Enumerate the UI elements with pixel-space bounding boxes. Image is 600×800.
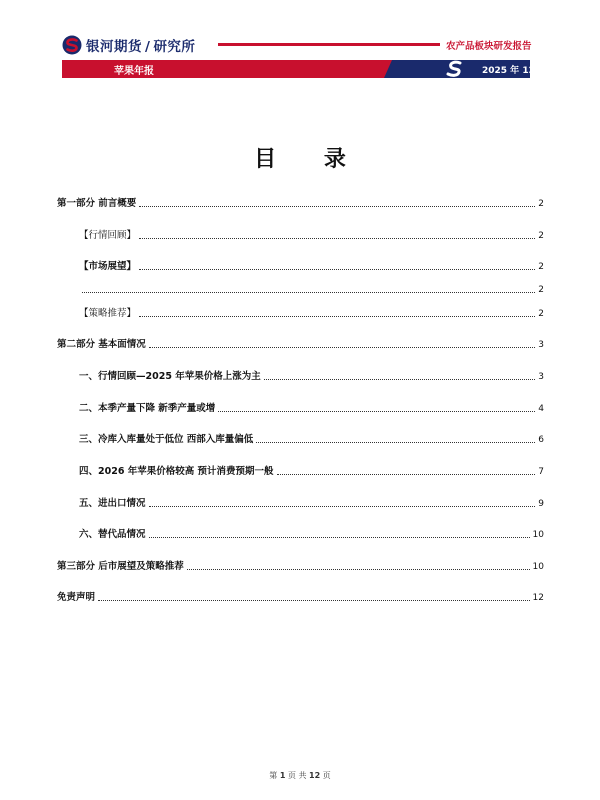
footer-total-pages: 12 <box>309 771 321 780</box>
toc-title: 目 录 <box>254 147 366 172</box>
toc-dot-leader <box>139 315 535 317</box>
report-banner <box>62 60 575 78</box>
galaxy-s-logo-icon <box>62 35 82 55</box>
toc-dot-leader <box>277 473 536 475</box>
toc-dot-leader <box>139 205 535 207</box>
toc-entry-page: 2 <box>538 231 544 241</box>
footer-current-page: 1 <box>279 771 286 780</box>
company-name <box>86 35 195 55</box>
toc-entry-label: 【市场展望】 <box>79 261 137 272</box>
toc-entry-label: 第三部分 后市展望及策略推荐 <box>57 561 184 572</box>
toc-entry-label: 四、2026 年苹果价格较高 预计消费预期一般 <box>79 466 274 477</box>
toc-entry-page: 9 <box>538 499 544 509</box>
toc-entry-label: 二、本季产量下降 新季产量或增 <box>79 403 216 414</box>
toc-entry-page: 6 <box>538 435 544 445</box>
toc-dot-leader <box>149 346 535 348</box>
page-footer <box>0 770 600 781</box>
toc-entry[interactable] <box>57 226 544 242</box>
toc-entry[interactable] <box>57 367 544 383</box>
toc-entry[interactable] <box>57 304 544 320</box>
company-name-text: 银河期货 <box>86 39 142 55</box>
toc-entry[interactable] <box>57 430 544 446</box>
footer-suffix: 页 <box>322 771 331 780</box>
toc-entry[interactable] <box>57 462 544 478</box>
toc-dot-leader <box>149 505 536 507</box>
toc-dot-leader <box>98 599 530 601</box>
header-rule <box>218 43 440 46</box>
footer-prefix: 第 <box>269 771 278 780</box>
toc-entry-page: 2 <box>538 199 544 209</box>
toc-entry-page: 3 <box>538 340 544 350</box>
toc-entry[interactable] <box>57 194 544 210</box>
toc-entry[interactable] <box>57 257 544 273</box>
report-category: 农产品板块研发报告 <box>446 41 532 52</box>
report-date: 2025 年 12 月 26 日 <box>482 66 575 76</box>
toc-entry[interactable] <box>57 588 544 604</box>
toc-entry-page: 10 <box>532 562 544 572</box>
toc-entry-label: 第一部分 前言概要 <box>57 198 137 209</box>
toc-entry-page: 2 <box>538 262 544 272</box>
footer-mid: 页 共 <box>287 771 307 780</box>
toc-entry[interactable] <box>57 557 544 573</box>
toc-entry-label: 一、行情回顾—2025 年苹果价格上涨为主 <box>79 371 261 382</box>
banner-red-band <box>62 60 392 78</box>
toc-entry-label: 【策略推荐】 <box>79 308 137 319</box>
toc-entry-page: 2 <box>538 309 544 319</box>
toc-entry[interactable] <box>57 399 544 415</box>
toc-entry-label: 第二部分 基本面情况 <box>57 339 146 350</box>
toc-entry-label: 六、替代品情况 <box>79 529 146 540</box>
company-logo <box>62 34 195 56</box>
toc-entry-label: 三、冷库入库量处于低位 西部入库量偏低 <box>79 434 254 445</box>
toc-entry-page: 10 <box>532 530 544 540</box>
toc-entry-label: 免责声明 <box>57 592 96 603</box>
toc-entry[interactable] <box>57 280 544 296</box>
toc-entry-label: 【行情回顾】 <box>79 230 137 241</box>
toc-entry-page: 2 <box>538 285 544 295</box>
banner-slant-divider <box>384 60 398 78</box>
toc-entry-page: 3 <box>538 372 544 382</box>
toc-entry-page: 12 <box>532 593 544 603</box>
toc-dot-leader <box>264 378 536 380</box>
institute-name: 研究所 <box>153 39 196 55</box>
toc-entry-label: 五、进出口情况 <box>79 498 146 509</box>
toc-entry[interactable] <box>57 494 544 510</box>
toc-dot-leader <box>82 291 535 293</box>
toc-dot-leader <box>256 441 535 443</box>
toc-dot-leader <box>218 410 535 412</box>
toc-entry[interactable] <box>57 525 544 541</box>
report-title: 苹果年报 <box>114 66 154 77</box>
toc-dot-leader <box>187 568 530 570</box>
s-swoosh-icon <box>445 59 465 79</box>
toc-entry-page: 7 <box>538 467 544 477</box>
logo-separator: / <box>145 39 151 55</box>
toc-entry[interactable] <box>57 335 544 351</box>
toc-dot-leader <box>149 536 530 538</box>
toc-dot-leader <box>139 268 535 270</box>
toc-entry-page: 4 <box>538 404 544 414</box>
toc-dot-leader <box>139 237 535 239</box>
